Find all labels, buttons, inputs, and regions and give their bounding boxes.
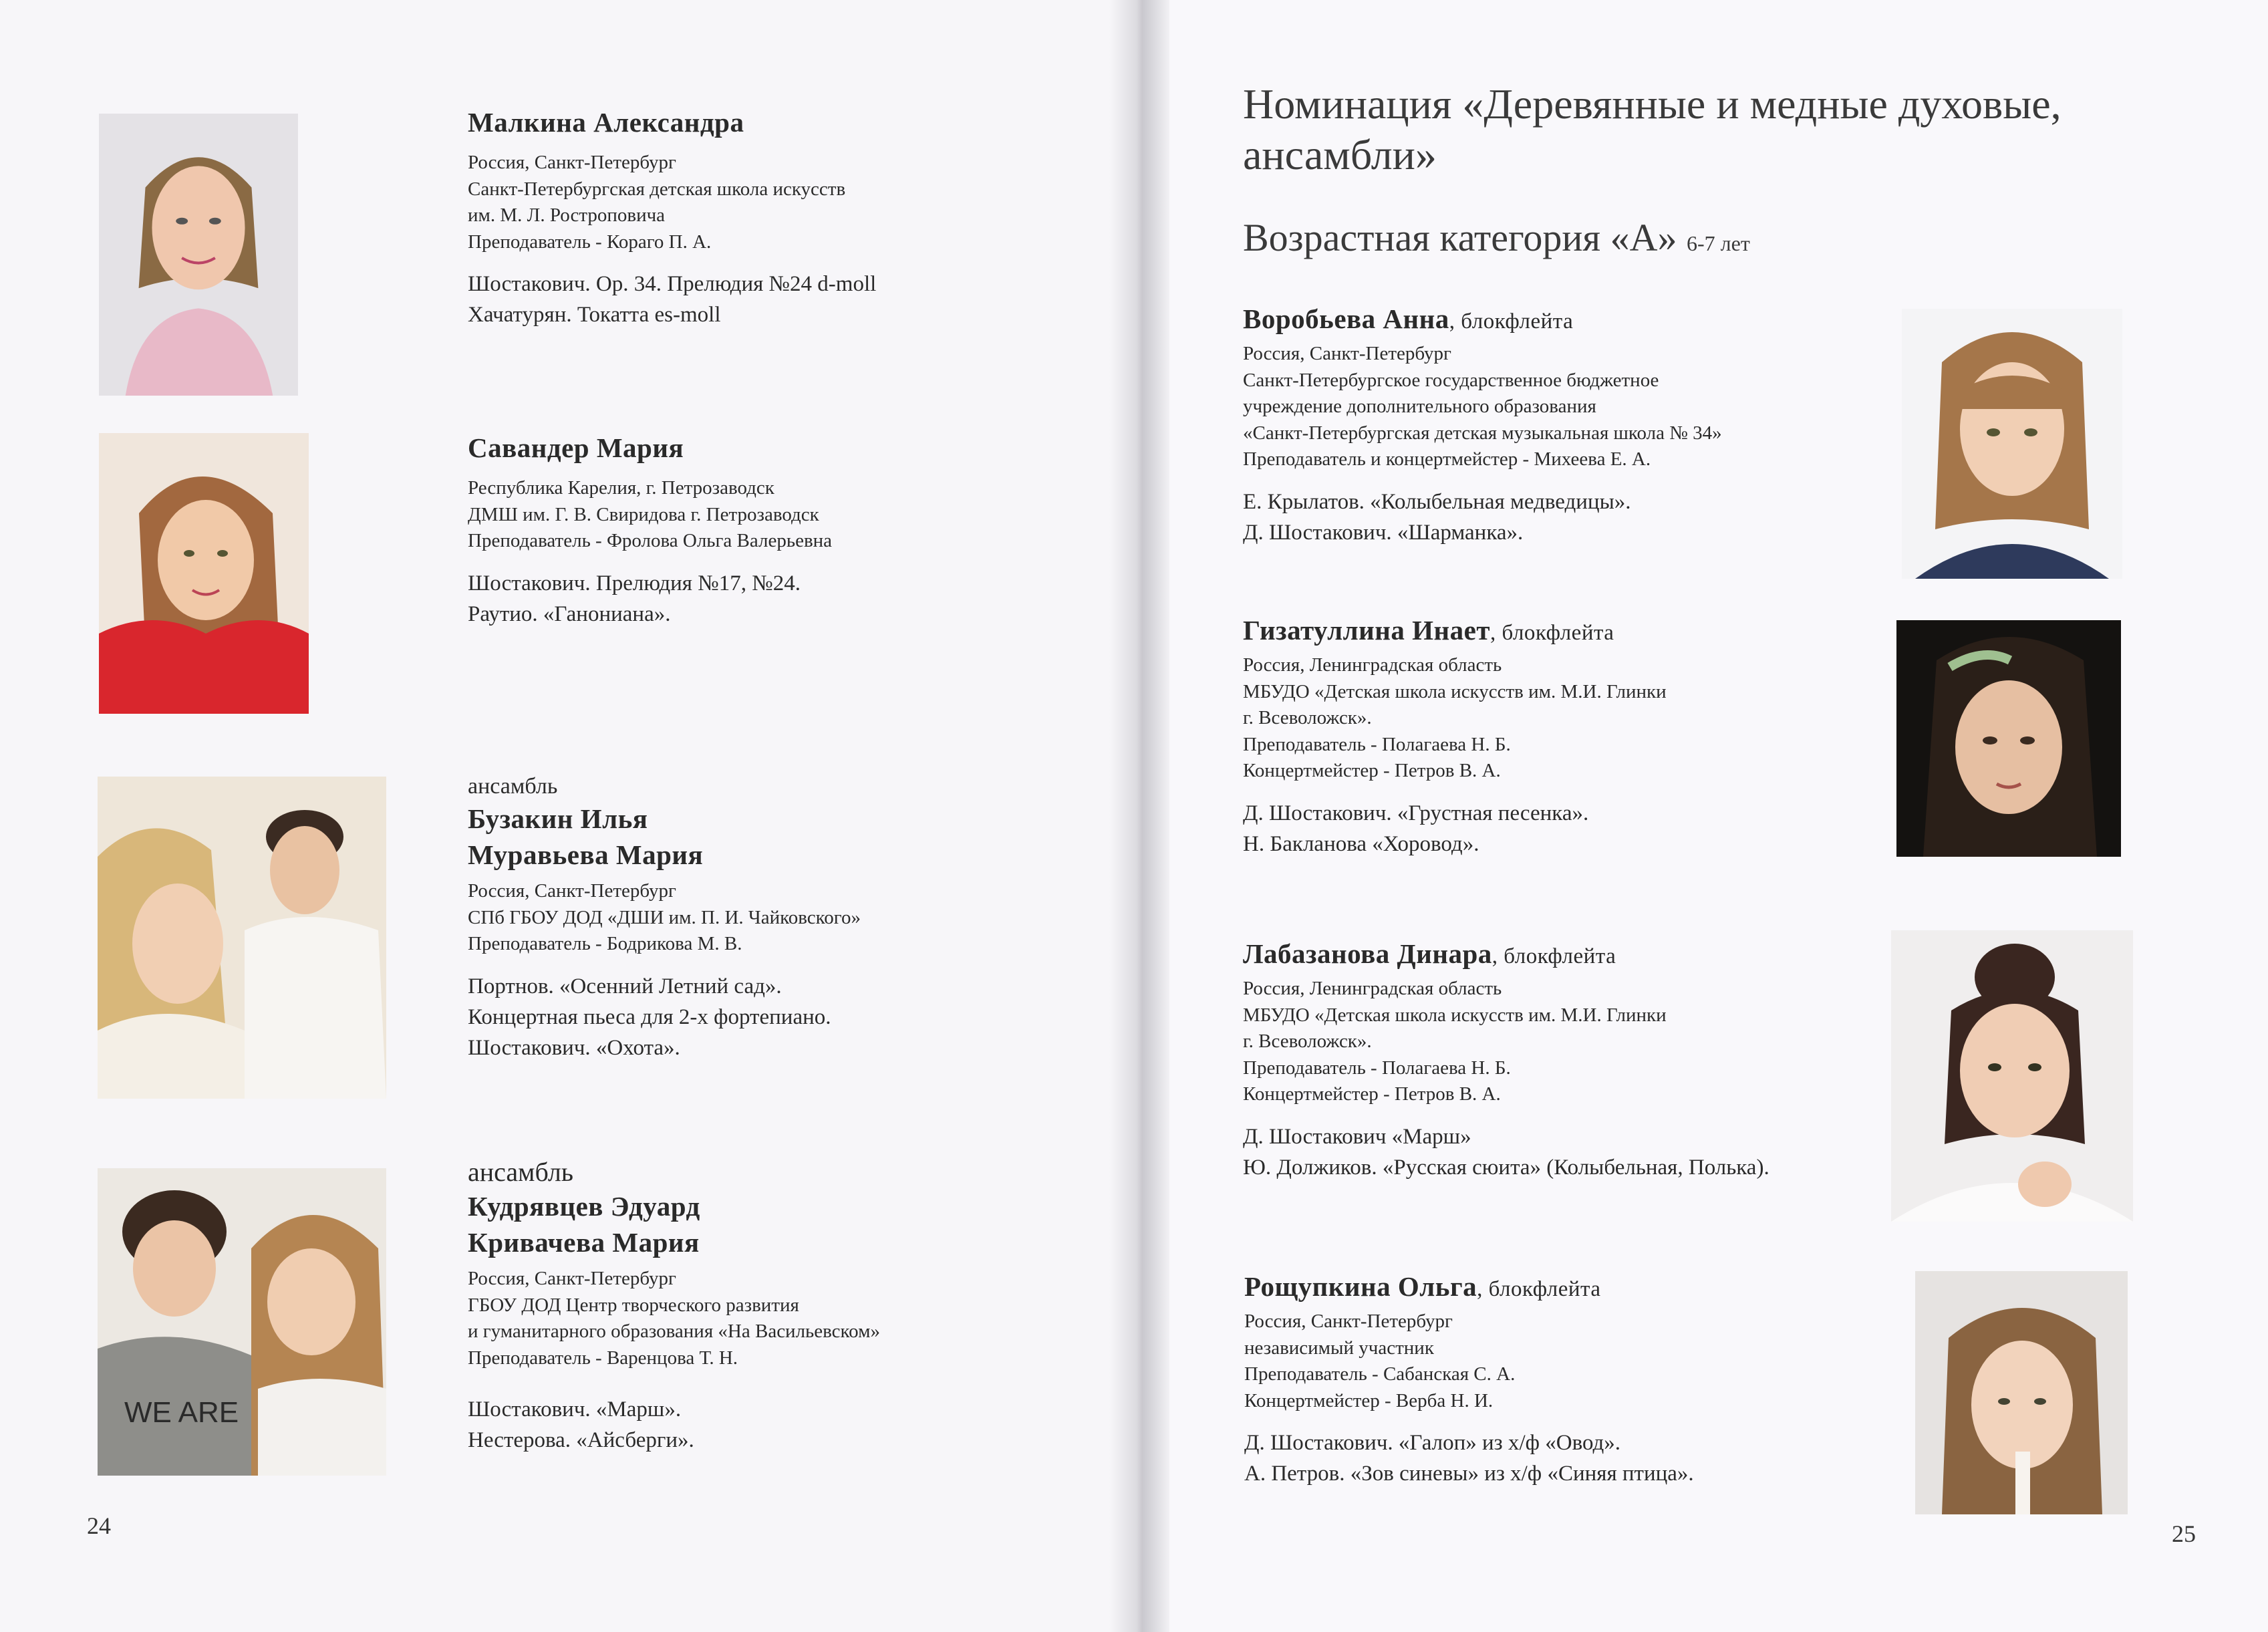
ensemble-label: ансамбль (468, 1157, 574, 1187)
participant-name: Кривачева Мария (468, 1227, 700, 1258)
page-number-left: 24 (87, 1512, 111, 1539)
book-gutter (1109, 0, 1169, 1632)
participant-info: Россия, Санкт-Петербург Санкт-Петербургская детская школа искусств им. М. Л. Ростроповича Преподаватель - Кораго П. А. (468, 152, 846, 253)
portrait-photo-malkina (99, 114, 298, 396)
portrait-photo-labazanova (1891, 930, 2133, 1222)
entry-buzakin-ensemble (468, 773, 861, 1063)
entry-savander (468, 430, 832, 630)
participant-info: Республика Карелия, г. Петрозаводск ДМШ им. Г. В. Свиридова г. Петрозаводск Преподаватель - Фролова Ольга Валерьевна (468, 477, 833, 551)
participant-name: Гизатуллина Инает, блокфлейта (1243, 615, 1614, 646)
participant-info: Россия, Санкт-Петербург СПб ГБОУ ДОД «ДШИ им. П. И. Чайковского» Преподаватель - Бодрикова М. В. (468, 880, 861, 954)
instrument: , блокфлейта (1477, 1277, 1601, 1301)
svg-text:WE ARE: WE ARE (124, 1396, 239, 1429)
participant-name: Савандер Мария (468, 432, 684, 463)
repertoire: Портнов. «Осенний Летний сад». Концертная пьеса для 2-х фортепиано. Шостакович. «Охота». (468, 974, 831, 1060)
entry-malkina (468, 104, 876, 330)
nomination-title: Номинация «Деревянные и медные духовые, ансамбли» (1243, 80, 2062, 178)
repertoire: Д. Шостакович. «Грустная песенка». Н. Бакланова «Хоровод». (1243, 801, 1589, 856)
participant-name: Бузакин Илья (468, 803, 648, 834)
instrument: , блокфлейта (1490, 621, 1614, 645)
participant-name: Кудрявцев Эдуард (468, 1191, 700, 1222)
entry-gizatullina (1243, 612, 1667, 859)
portrait-photo-vorobyeva (1902, 309, 2122, 579)
page-number-right: 25 (2172, 1520, 2196, 1547)
age-category (1243, 215, 1750, 260)
entry-labazanova (1243, 936, 1769, 1183)
repertoire: Шостакович. «Марш». Нестерова. «Айсберги». (468, 1397, 694, 1452)
entry-kudryavtsev-ensemble (468, 1156, 880, 1456)
entry-vorobyeva (1243, 301, 1722, 548)
ensemble-photo-kudryavtsev (98, 1168, 386, 1476)
entry-roshchupkina (1244, 1268, 1694, 1489)
repertoire: Шостакович. Ор. 34. Прелюдия №24 d-moll Хачатурян. Токатта es-moll (468, 272, 877, 327)
participant-name: Малкина Александра (468, 107, 744, 138)
ensemble-photo-buzakin (98, 777, 386, 1099)
participant-info: Россия, Санкт-Петербург ГБОУ ДОД Центр творческого развития и гуманитарного образования «На Васильевском» Преподаватель - Варенцова Т. Н. (468, 1268, 880, 1369)
participant-name: Рощупкина Ольга, блокфлейта (1244, 1271, 1601, 1302)
participant-name: Муравьева Мария (468, 839, 704, 870)
portrait-photo-savander (99, 433, 309, 714)
participant-name: Воробьева Анна, блокфлейта (1243, 303, 1574, 334)
portrait-photo-gizatullina (1896, 620, 2121, 857)
portrait-photo-roshchupkina (1915, 1271, 2128, 1514)
ensemble-label: ансамбль (468, 774, 558, 799)
participant-info: Россия, Ленинградская область МБУДО «Детская школа искусств им. М.И. Глинки г. Всеволожск». Преподаватель - Полагаева Н. Б. Концертмейстер - Петров В. А. (1243, 654, 1667, 781)
instrument: , блокфлейта (1492, 944, 1616, 968)
participant-info: Россия, Санкт-Петербург независимый участник Преподаватель - Сабанская С. А. Концертмейстер - Верба Н. И. (1244, 1311, 1516, 1411)
age-range: 6-7 лет (1686, 231, 1750, 255)
participant-info: Россия, Санкт-Петербург Санкт-Петербургское государственное бюджетное учреждение дополнительного образования «Санкт-Петербургская детская музыкальная школа № 34» Преподаватель и концертмейстер - Михеева Е. А. (1243, 343, 1722, 470)
repertoire: Д. Шостакович. «Галоп» из х/ф «Овод». А. Петров. «Зов синевы» из х/ф «Синяя птица». (1244, 1431, 1694, 1486)
participant-info: Россия, Ленинградская область МБУДО «Детская школа искусств им. М.И. Глинки г. Всеволожск». Преподаватель - Полагаева Н. Б. Концертмейстер - Петров В. А. (1243, 978, 1667, 1105)
repertoire: Шостакович. Прелюдия №17, №24. Раутио. «Ганониана». (468, 571, 801, 626)
age-category-title: Возрастная категория «А» (1243, 216, 1677, 259)
instrument: , блокфлейта (1449, 309, 1574, 333)
repertoire: Д. Шостакович «Марш» Ю. Должиков. «Русская сюита» (Колыбельная, Полька). (1243, 1124, 1769, 1180)
participant-name: Лабазанова Динара, блокфлейта (1243, 938, 1616, 969)
repertoire: Е. Крылатов. «Колыбельная медведицы». Д. Шостакович. «Шарманка». (1243, 489, 1631, 545)
